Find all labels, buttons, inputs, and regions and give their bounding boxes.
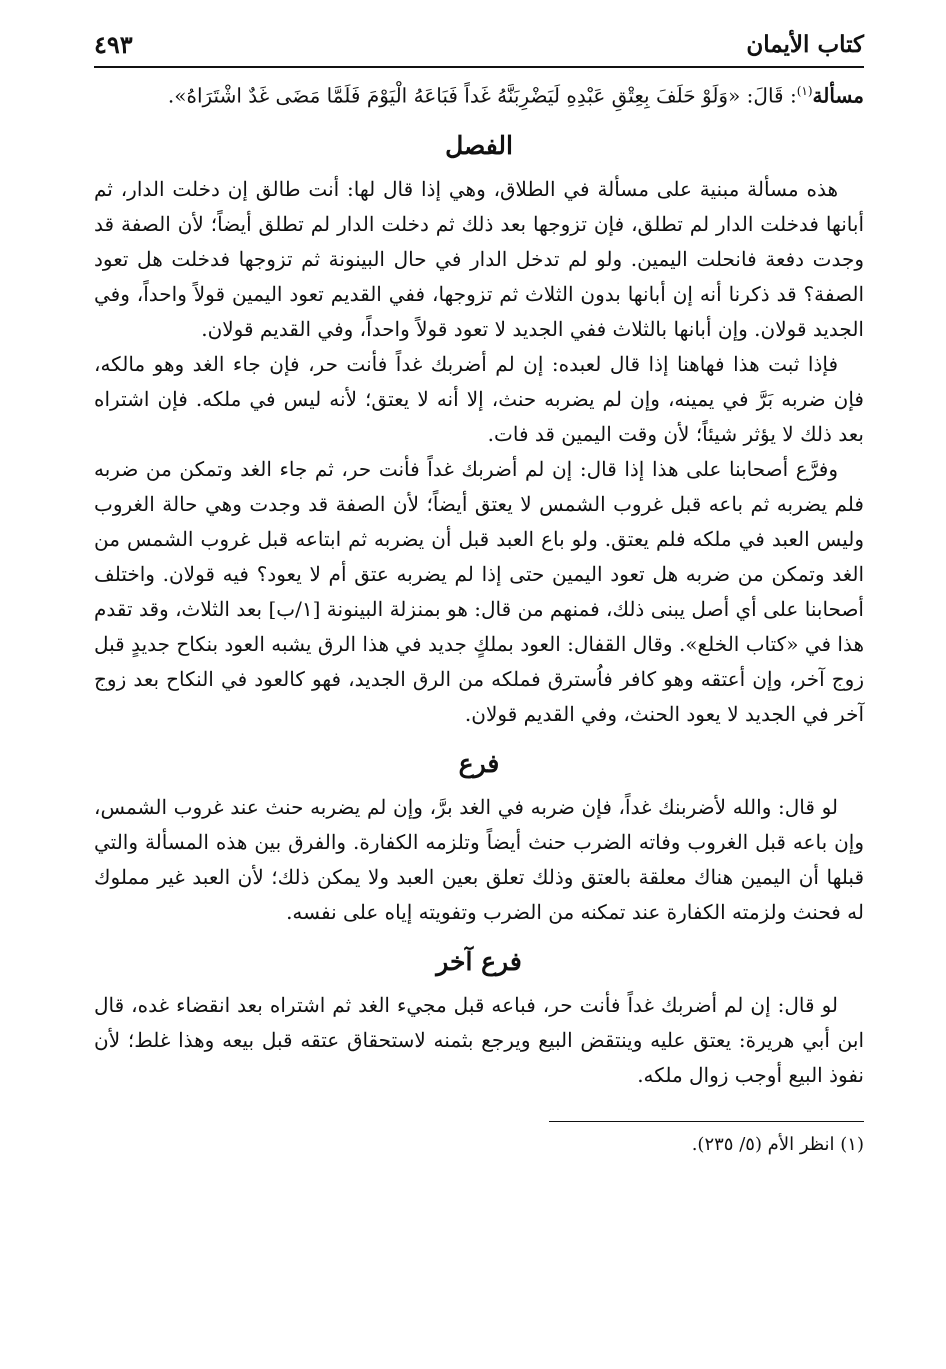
footnote-text: انظر الأم (٥/ ٢٣٥). (691, 1133, 835, 1155)
body-paragraph: فإذا ثبت هذا فهاهنا إذا قال لعبده: إن لم أضربك غداً فأنت حر، فإن جاء الغد وهو مالكه، فإن ضربه بَرَّ في يمينه، وإن لم يضربه حنث، إلا أنه لا يعتق؛ لأنه ليس في ملكه. فإن اشتراه بعد ذلك لا يؤثر شيئاً؛ لأن وقت اليمين قد فات. (94, 351, 864, 446)
footnote (94, 1130, 864, 1160)
running-header (94, 30, 864, 68)
section-heading-fasl: الفصل (445, 130, 513, 160)
body-paragraph: وفرَّع أصحابنا على هذا إذا قال: إن لم أضربك غداً فأنت حر، ثم جاء الغد وتمكن من ضربه فلم يضربه ثم باعه قبل غروب الشمس لا يعتق أيضاً؛ لأن الصفة قد وجدت وهي حالة الغروب وليس العبد في ملكه فلم يعتق. ولو باع العبد قبل أن يضربه ثم ابتاعه قبل غروب الشمس من الغد وتمكن من ضربه هل تعود اليمين حتى إذا لم يضربه عتق أم لا يعود؟ فيه قولان. واختلف أصحابنا على أي أصل يبنى ذلك، فمنهم من قال: هو بمنزلة البينونة [١/ب] بعد الثلاث، وقد تقدم هذا في «كتاب الخلع». وقال القفال: العود بملكٍ جديد في هذا الرق يشبه العود بنكاح جديدٍ قبل زوج آخر، وإن أعتقه وهو كافر فاُسترق فملكه من الرق الجديد، فهو كالعود في النكاح بعد زوج آخر في الجديد لا يعود الحنث، وفي القديم قولان. (94, 456, 864, 726)
section-heading-far: فرع (458, 748, 500, 778)
footnote-mark: (١) (840, 1133, 864, 1155)
body-paragraph: هذه مسألة مبنية على مسألة في الطلاق، وهي إذا قال لها: أنت طالق إن دخلت الدار، ثم أبانها فدخلت الدار لم تطلق، فإن تزوجها بعد ذلك ثم دخلت الدار لم تطلق أيضاً؛ لأن الصفة قد وجدت دفعة فانحلت اليمين. ولو لم تدخل الدار في حال البينونة ثم تزوجها فدخلت هل تعود الصفة؟ قد ذكرنا أنه إن أبانها بدون الثلاث ثم تزوجها، ففي القديم تعود اليمين قولاً واحداً، وفي الجديد قولان. وإن أبانها بالثلاث ففي الجديد لا تعود قولاً واحداً، وفي القديم قولان. (94, 176, 864, 341)
body-paragraph: لو قال: والله لأضربنك غداً، فإن ضربه في الغد برَّ، وإن لم يضربه حنث عند غروب الشمس، وإن باعه قبل الغروب وفاته الضرب حنث أيضاً وتلزمه الكفارة. والفرق بين هذه المسألة والتي قبلها أن اليمين هناك معلقة بالعتق وذلك تعلق بعين العبد ولا يمكن ذلك؛ لأن العبد غير مملوك له فحنث ولزمته الكفارة عند تمكنه من الضرب وتفويته إياه على نفسه. (94, 794, 864, 924)
footnote-reference: (١) (796, 84, 813, 98)
masala-label: مسألة (812, 83, 864, 108)
footnote-divider (549, 1121, 864, 1122)
matn-text: : قَالَ: «وَلَوْ حَلَفَ بِعِتْقِ عَبْدِهِ لَيَضْرِبَنَّهُ غَداً فَبَاعَهُ الْيَوْمَ فَلَمَّا مَضَى غَدٌ اشْتَرَاهُ». (167, 83, 797, 108)
body-paragraph: لو قال: إن لم أضربك غداً فأنت حر، فباعه قبل مجيء الغد ثم اشتراه بعد انقضاء غده، قال ابن أبي هريرة: يعتق عليه وينتقض البيع ويرجع بثمنه لاستحقاق عتقه قبل بيعه وهذا غلط؛ لأن نفوذ البيع أوجب زوال ملكه. (94, 992, 864, 1087)
page-number: ٤٩٣ (94, 30, 133, 59)
matn-paragraph (94, 74, 864, 114)
book-title: كتاب الأيمان (746, 31, 864, 58)
section-heading-far-akhar: فرع آخر (436, 946, 522, 976)
